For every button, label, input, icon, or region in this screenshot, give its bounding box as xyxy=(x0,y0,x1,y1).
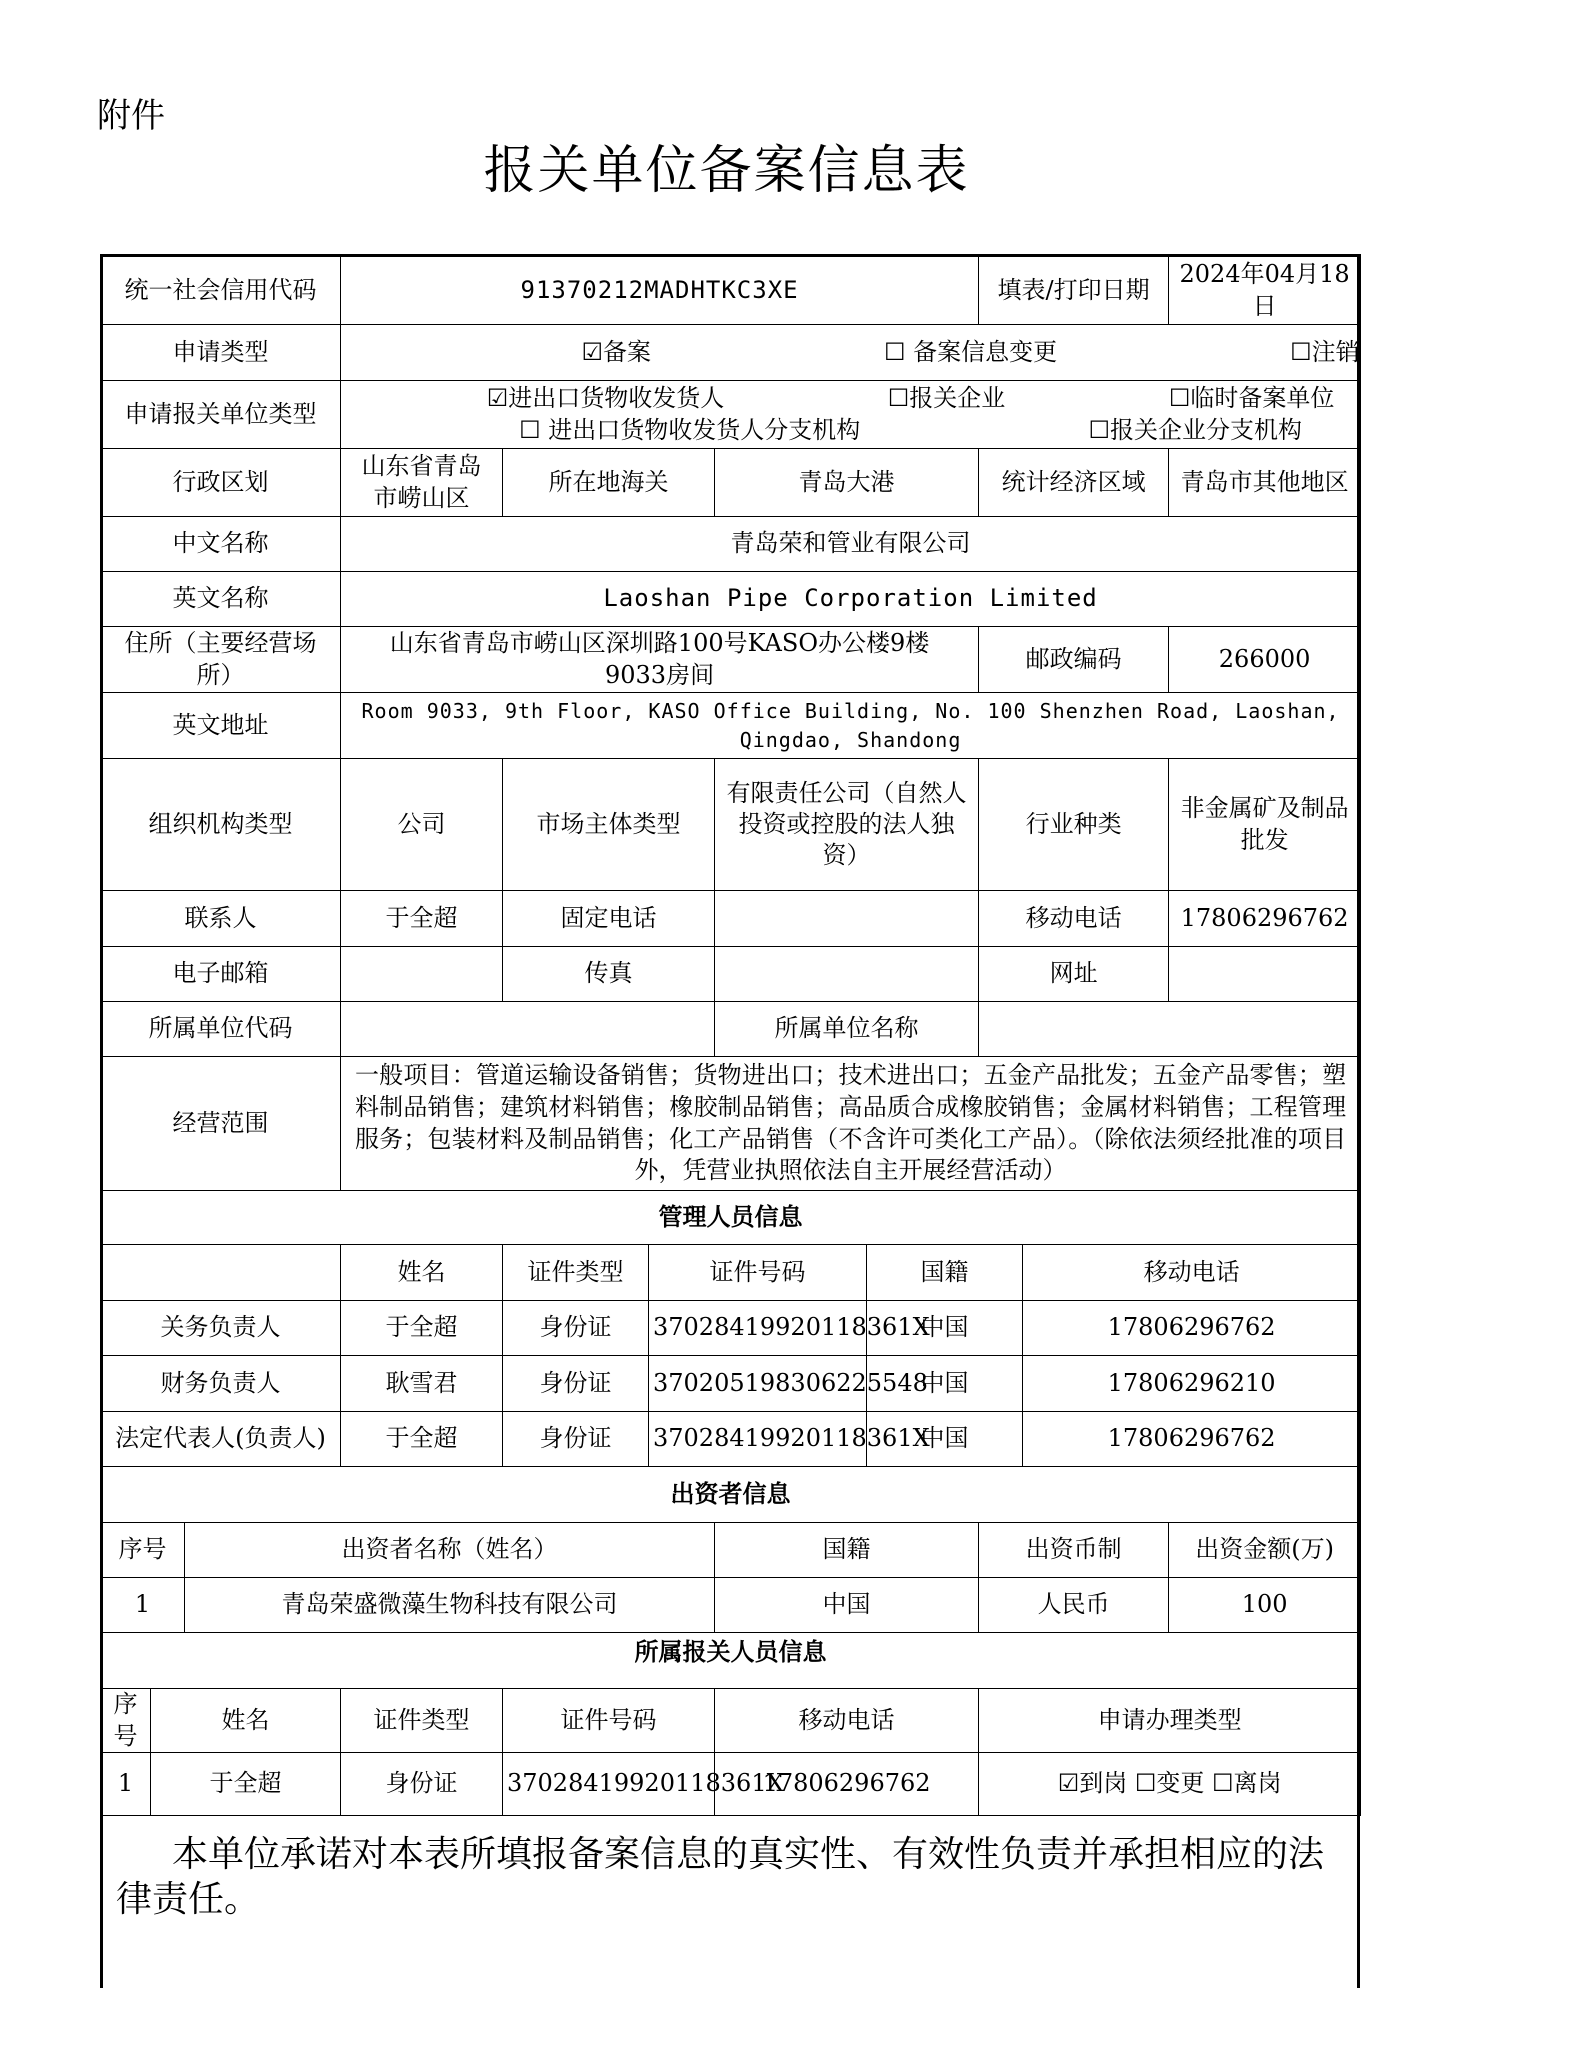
cn-name-value: 青岛荣和管业有限公司 xyxy=(341,517,1361,572)
label-parent-code: 所属单位代码 xyxy=(101,1002,341,1057)
row-email xyxy=(101,947,1361,1002)
checkbox-broker-branch[interactable]: ☐报关企业分支机构 xyxy=(1088,415,1302,444)
row-parent-unit xyxy=(101,1002,1361,1057)
manager-name: 于全超 xyxy=(341,1301,503,1356)
managers-header-id-type: 证件类型 xyxy=(503,1245,649,1301)
label-address: 住所（主要经营场所） xyxy=(101,627,341,693)
apply-type-options xyxy=(341,325,1361,381)
manager-name: 于全超 xyxy=(341,1412,503,1467)
address-value: 山东省青岛市崂山区深圳路100号KASO办公楼9楼9033房间 xyxy=(341,627,979,693)
label-fax: 传真 xyxy=(503,947,715,1002)
row-declarants-section xyxy=(101,1633,1361,1689)
manager-mobile: 17806296762 xyxy=(1023,1301,1361,1356)
checkbox-consignee[interactable]: ☑进出口货物收发货人 xyxy=(486,384,725,413)
declarants-header-row xyxy=(101,1689,1361,1753)
manager-mobile: 17806296210 xyxy=(1023,1356,1361,1412)
label-website: 网址 xyxy=(979,947,1169,1002)
label-mobile: 移动电话 xyxy=(979,891,1169,947)
table-row xyxy=(101,1412,1361,1467)
investors-header-no: 序号 xyxy=(101,1523,185,1578)
parent-name-value xyxy=(979,1002,1361,1057)
org-type-value: 公司 xyxy=(341,759,503,891)
label-apply-type: 申请类型 xyxy=(101,325,341,381)
investor-nationality: 中国 xyxy=(715,1578,979,1633)
label-industry: 行业种类 xyxy=(979,759,1169,891)
declarant-id-type: 身份证 xyxy=(341,1753,503,1816)
managers-header-mobile: 移动电话 xyxy=(1023,1245,1361,1301)
row-en-name xyxy=(101,572,1361,627)
fax-value xyxy=(715,947,979,1002)
label-cn-name: 中文名称 xyxy=(101,517,341,572)
declarants-header-id-no: 证件号码 xyxy=(503,1689,715,1753)
table-row xyxy=(101,1578,1361,1633)
checkbox-register[interactable]: ☑备案 xyxy=(581,337,651,366)
label-print-date: 填表/打印日期 xyxy=(979,256,1169,325)
investors-header-amount: 出资金额(万) xyxy=(1169,1523,1361,1578)
declarant-apply-type[interactable]: ☑到岗 ☐变更 ☐离岗 xyxy=(979,1753,1361,1816)
investor-currency: 人民币 xyxy=(979,1578,1169,1633)
website-value xyxy=(1169,947,1361,1002)
managers-header-role xyxy=(101,1245,341,1301)
table-row xyxy=(101,1753,1361,1816)
manager-nationality: 中国 xyxy=(867,1412,1023,1467)
manager-id-type: 身份证 xyxy=(503,1356,649,1412)
investor-amount: 100 xyxy=(1169,1578,1361,1633)
unit-type-options xyxy=(341,381,1361,449)
postcode-value: 266000 xyxy=(1169,627,1361,693)
label-contact: 联系人 xyxy=(101,891,341,947)
en-address-value: Room 9033, 9th Floor, KASO Office Building, No. 100 Shenzhen Road, Laoshan, Qingdao, Shandong xyxy=(341,693,1361,759)
investors-header-row xyxy=(101,1523,1361,1578)
label-en-address: 英文地址 xyxy=(101,693,341,759)
declarants-section-title: 所属报关人员信息 xyxy=(101,1633,1361,1689)
managers-header-name: 姓名 xyxy=(341,1245,503,1301)
label-phone: 固定电话 xyxy=(503,891,715,947)
managers-section-title: 管理人员信息 xyxy=(101,1191,1361,1245)
row-address xyxy=(101,627,1361,693)
table-row xyxy=(101,1301,1361,1356)
customs-value: 青岛大港 xyxy=(715,449,979,517)
declarants-header-no: 序号 xyxy=(101,1689,151,1753)
investors-section-title: 出资者信息 xyxy=(101,1467,1361,1523)
investor-name: 青岛荣盛微藻生物科技有限公司 xyxy=(185,1578,715,1633)
label-parent-name: 所属单位名称 xyxy=(715,1002,979,1057)
manager-mobile: 17806296762 xyxy=(1023,1412,1361,1467)
contact-value: 于全超 xyxy=(341,891,503,947)
scope-value: 一般项目：管道运输设备销售；货物进出口；技术进出口；五金产品批发；五金产品零售；塑料制品销售；建筑材料销售；橡胶制品销售；高品质合成橡胶销售；金属材料销售；工程管理服务；包装材料及制品销售；化工产品销售（不含许可类化工产品）。（除依法须经批准的项目外，凭营业执照依法自主开展经营活动） xyxy=(341,1057,1361,1191)
declarant-id-no: 37028419920118361X xyxy=(503,1753,715,1816)
manager-id-no: 37028419920118361X xyxy=(649,1412,867,1467)
manager-role: 关务负责人 xyxy=(101,1301,341,1356)
managers-header-id-no: 证件号码 xyxy=(649,1245,867,1301)
manager-role: 财务负责人 xyxy=(101,1356,341,1412)
label-en-name: 英文名称 xyxy=(101,572,341,627)
investors-header-name: 出资者名称（姓名） xyxy=(185,1523,715,1578)
row-scope xyxy=(101,1057,1361,1191)
mobile-value: 17806296762 xyxy=(1169,891,1361,947)
label-market-type: 市场主体类型 xyxy=(503,759,715,891)
row-credit-code xyxy=(101,256,1361,325)
row-en-address xyxy=(101,693,1361,759)
label-customs: 所在地海关 xyxy=(503,449,715,517)
row-apply-type xyxy=(101,325,1361,381)
label-credit-code: 统一社会信用代码 xyxy=(101,256,341,325)
parent-code-value xyxy=(341,1002,715,1057)
manager-id-no: 370205198306225548 xyxy=(649,1356,867,1412)
declarants-header-type: 申请办理类型 xyxy=(979,1689,1361,1753)
economic-zone-value: 青岛市其他地区 xyxy=(1169,449,1361,517)
label-postcode: 邮政编码 xyxy=(979,627,1169,693)
attachment-label: 附件 xyxy=(97,96,165,136)
row-region xyxy=(101,449,1361,517)
manager-role: 法定代表人(负责人) xyxy=(101,1412,341,1467)
declarant-no: 1 xyxy=(101,1753,151,1816)
region-value: 山东省青岛市崂山区 xyxy=(341,449,503,517)
manager-name: 耿雪君 xyxy=(341,1356,503,1412)
row-contact xyxy=(101,891,1361,947)
phone-value xyxy=(715,891,979,947)
label-email: 电子邮箱 xyxy=(101,947,341,1002)
managers-header-row xyxy=(101,1245,1361,1301)
manager-nationality: 中国 xyxy=(867,1356,1023,1412)
row-managers-section xyxy=(101,1191,1361,1245)
table-row xyxy=(101,1356,1361,1412)
declarants-header-id-type: 证件类型 xyxy=(341,1689,503,1753)
print-date-value: 2024年04月18日 xyxy=(1169,256,1361,325)
label-unit-type: 申请报关单位类型 xyxy=(101,381,341,449)
label-region: 行政区划 xyxy=(101,449,341,517)
investors-header-nationality: 国籍 xyxy=(715,1523,979,1578)
declarant-name: 于全超 xyxy=(151,1753,341,1816)
promise-statement: 本单位承诺对本表所填报备案信息的真实性、有效性负责并承担相应的法律责任。 xyxy=(116,1834,1325,1920)
row-investors-section xyxy=(101,1467,1361,1523)
label-org-type: 组织机构类型 xyxy=(101,759,341,891)
row-unit-type xyxy=(101,381,1361,449)
en-name-value: Laoshan Pipe Corporation Limited xyxy=(341,572,1361,627)
checkbox-change[interactable]: ☐ 备案信息变更 xyxy=(883,337,1058,366)
row-org-type xyxy=(101,759,1361,891)
investors-header-currency: 出资币制 xyxy=(979,1523,1169,1578)
label-economic-zone: 统计经济区域 xyxy=(979,449,1169,517)
form-title: 报关单位备案信息表 xyxy=(483,141,970,201)
email-value xyxy=(341,947,503,1002)
form-frame xyxy=(100,254,1360,1988)
checkbox-cancel[interactable]: ☐注销 xyxy=(1290,337,1360,366)
industry-value: 非金属矿及制品批发 xyxy=(1169,759,1361,891)
checkbox-temporary-unit[interactable]: ☐临时备案单位 xyxy=(1168,384,1335,413)
checkbox-consignee-branch[interactable]: ☐ 进出口货物收发货人分支机构 xyxy=(519,415,861,444)
managers-header-nationality: 国籍 xyxy=(867,1245,1023,1301)
registration-form-table xyxy=(100,254,1361,1816)
manager-id-type: 身份证 xyxy=(503,1301,649,1356)
manager-nationality: 中国 xyxy=(867,1301,1023,1356)
market-type-value: 有限责任公司（自然人投资或控股的法人独资） xyxy=(715,759,979,891)
declarants-header-mobile: 移动电话 xyxy=(715,1689,979,1753)
row-cn-name xyxy=(101,517,1361,572)
manager-id-no: 37028419920118361X xyxy=(649,1301,867,1356)
manager-id-type: 身份证 xyxy=(503,1412,649,1467)
declarants-header-name: 姓名 xyxy=(151,1689,341,1753)
investor-no: 1 xyxy=(101,1578,185,1633)
checkbox-customs-broker[interactable]: ☐报关企业 xyxy=(887,384,1006,413)
declarant-mobile: 17806296762 xyxy=(715,1753,979,1816)
credit-code-value: 91370212MADHTKC3XE xyxy=(341,256,979,325)
label-scope: 经营范围 xyxy=(101,1057,341,1191)
